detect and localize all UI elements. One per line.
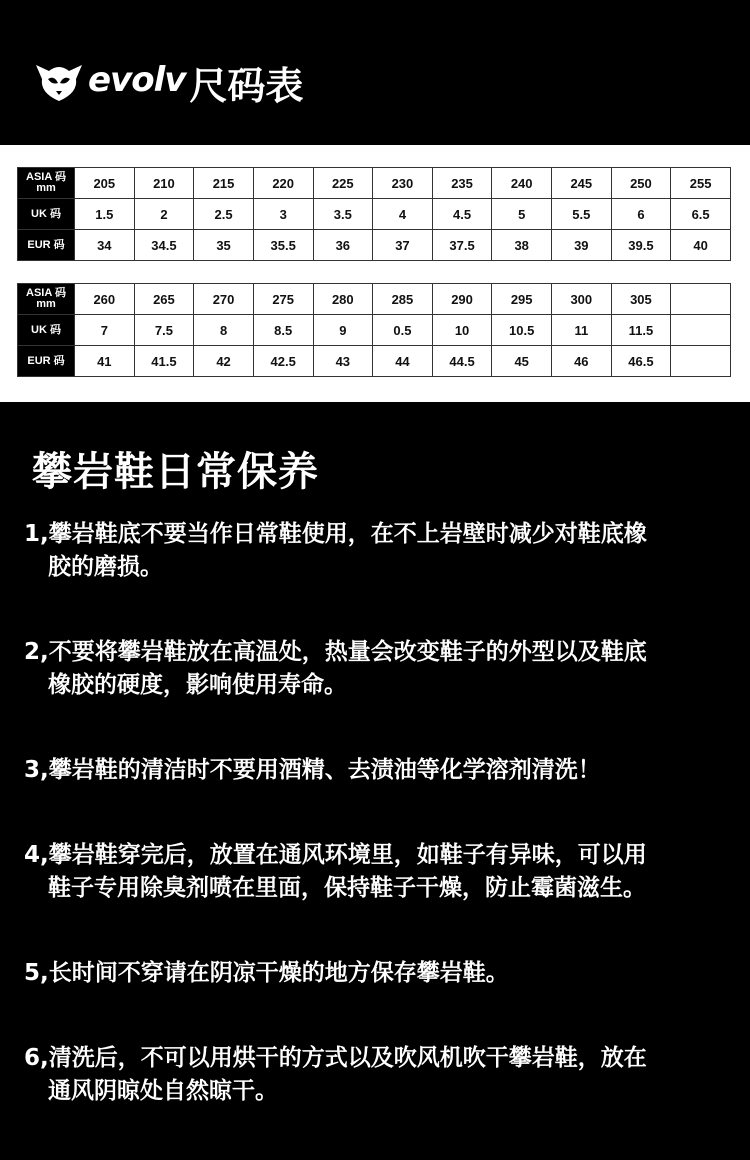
- care-item-1: [24, 518, 724, 584]
- table-cell: 40: [671, 230, 731, 261]
- care-item-5: [24, 957, 724, 990]
- table-cell: 42.5: [253, 346, 313, 377]
- asia-row: [18, 284, 731, 315]
- table-cell: 34: [75, 230, 135, 261]
- row-header-eur: EUR 码: [18, 230, 75, 261]
- table-cell: 11: [552, 315, 612, 346]
- table-cell: 6: [611, 199, 671, 230]
- table-cell: 220: [253, 168, 313, 199]
- table-cell: 7: [75, 315, 135, 346]
- table-cell: 280: [313, 284, 373, 315]
- table-cell: 45: [492, 346, 552, 377]
- size-table-block-2: [17, 283, 731, 377]
- table-cell: 38: [492, 230, 552, 261]
- table-cell: 3: [253, 199, 313, 230]
- table-cell: 9: [313, 315, 373, 346]
- table-cell: 34.5: [134, 230, 194, 261]
- uk-row: [18, 315, 731, 346]
- page-header: [32, 52, 303, 112]
- table-cell: 39.5: [611, 230, 671, 261]
- care-text-line: 2,不要将攀岩鞋放在高温处，热量会改变鞋子的外型以及鞋底: [24, 639, 647, 665]
- table-cell: 285: [373, 284, 433, 315]
- table-cell: 2: [134, 199, 194, 230]
- table-cell: 250: [611, 168, 671, 199]
- table-cell: 5: [492, 199, 552, 230]
- size-table-block-1: [17, 167, 731, 261]
- table-cell: 37: [373, 230, 433, 261]
- table-cell: 275: [253, 284, 313, 315]
- size-chart-panel: [0, 145, 750, 402]
- table-cell: 295: [492, 284, 552, 315]
- table-cell: 210: [134, 168, 194, 199]
- table-cell: 46: [552, 346, 612, 377]
- table-cell: [671, 346, 731, 377]
- eur-row: [18, 230, 731, 261]
- table-cell: 290: [432, 284, 492, 315]
- care-text-line: 3,攀岩鞋的清洁时不要用酒精、去渍油等化学溶剂清洗！: [24, 757, 601, 783]
- care-item-6: [24, 1042, 724, 1108]
- table-cell: 6.5: [671, 199, 731, 230]
- table-cell: 245: [552, 168, 612, 199]
- table-cell: [671, 315, 731, 346]
- care-text-line: 胶的磨损。: [48, 554, 163, 580]
- table-cell: 35.5: [253, 230, 313, 261]
- care-text-line: 4,攀岩鞋穿完后，放置在通风环境里，如鞋子有异味，可以用: [24, 842, 647, 868]
- table-cell: 44: [373, 346, 433, 377]
- care-item-3: [24, 754, 724, 787]
- table-cell: 36: [313, 230, 373, 261]
- table-cell: 4: [373, 199, 433, 230]
- care-text-line: 通风阴晾处自然晾干。: [48, 1078, 278, 1104]
- table-cell: 1.5: [75, 199, 135, 230]
- care-list: [24, 518, 724, 1160]
- table-cell: 43: [313, 346, 373, 377]
- table-cell: 10.5: [492, 315, 552, 346]
- table-cell: 265: [134, 284, 194, 315]
- table-cell: 4.5: [432, 199, 492, 230]
- care-section-title: 攀岩鞋日常保养: [32, 449, 319, 495]
- table-cell: 215: [194, 168, 254, 199]
- table-cell: 205: [75, 168, 135, 199]
- table-cell: 41.5: [134, 346, 194, 377]
- table-cell: 260: [75, 284, 135, 315]
- table-cell: 2.5: [194, 199, 254, 230]
- eur-row: [18, 346, 731, 377]
- table-cell: 3.5: [313, 199, 373, 230]
- table-cell: 10: [432, 315, 492, 346]
- table-cell: 44.5: [432, 346, 492, 377]
- table-cell: 255: [671, 168, 731, 199]
- care-text-line: 鞋子专用除臭剂喷在里面，保持鞋子干燥，防止霉菌滋生。: [48, 875, 646, 901]
- table-cell: 5.5: [552, 199, 612, 230]
- table-cell: 41: [75, 346, 135, 377]
- row-header-eur: EUR 码: [18, 346, 75, 377]
- brand-wordmark: evolv: [88, 60, 186, 100]
- table-cell: 270: [194, 284, 254, 315]
- table-cell: 8.5: [253, 315, 313, 346]
- care-text-line: 6,清洗后，不可以用烘干的方式以及吹风机吹干攀岩鞋，放在: [24, 1045, 647, 1071]
- care-item-2: [24, 636, 724, 702]
- table-cell: 39: [552, 230, 612, 261]
- table-cell: 305: [611, 284, 671, 315]
- row-header-uk: UK 码: [18, 315, 75, 346]
- care-item-4: [24, 839, 724, 905]
- page-title: 尺码表: [189, 63, 304, 108]
- table-cell: 8: [194, 315, 254, 346]
- row-header-asia: ASIA 码 mm: [18, 284, 75, 315]
- table-cell: 0.5: [373, 315, 433, 346]
- table-cell: 37.5: [432, 230, 492, 261]
- table-cell: 235: [432, 168, 492, 199]
- table-cell: 35: [194, 230, 254, 261]
- care-text-line: 橡胶的硬度，影响使用寿命。: [48, 672, 347, 698]
- asia-row: [18, 168, 731, 199]
- table-cell: [671, 284, 731, 315]
- table-cell: 46.5: [611, 346, 671, 377]
- table-cell: 300: [552, 284, 612, 315]
- uk-row: [18, 199, 731, 230]
- care-text-line: 1,攀岩鞋底不要当作日常鞋使用，在不上岩壁时减少对鞋底橡: [24, 521, 647, 547]
- care-text-line: 5,长时间不穿请在阴凉干燥的地方保存攀岩鞋。: [24, 960, 509, 986]
- table-cell: 7.5: [134, 315, 194, 346]
- row-header-uk: UK 码: [18, 199, 75, 230]
- row-header-asia: ASIA 码 mm: [18, 168, 75, 199]
- table-cell: 230: [373, 168, 433, 199]
- table-cell: 11.5: [611, 315, 671, 346]
- table-cell: 225: [313, 168, 373, 199]
- table-cell: 42: [194, 346, 254, 377]
- evolv-logo-icon: [32, 59, 86, 105]
- table-cell: 240: [492, 168, 552, 199]
